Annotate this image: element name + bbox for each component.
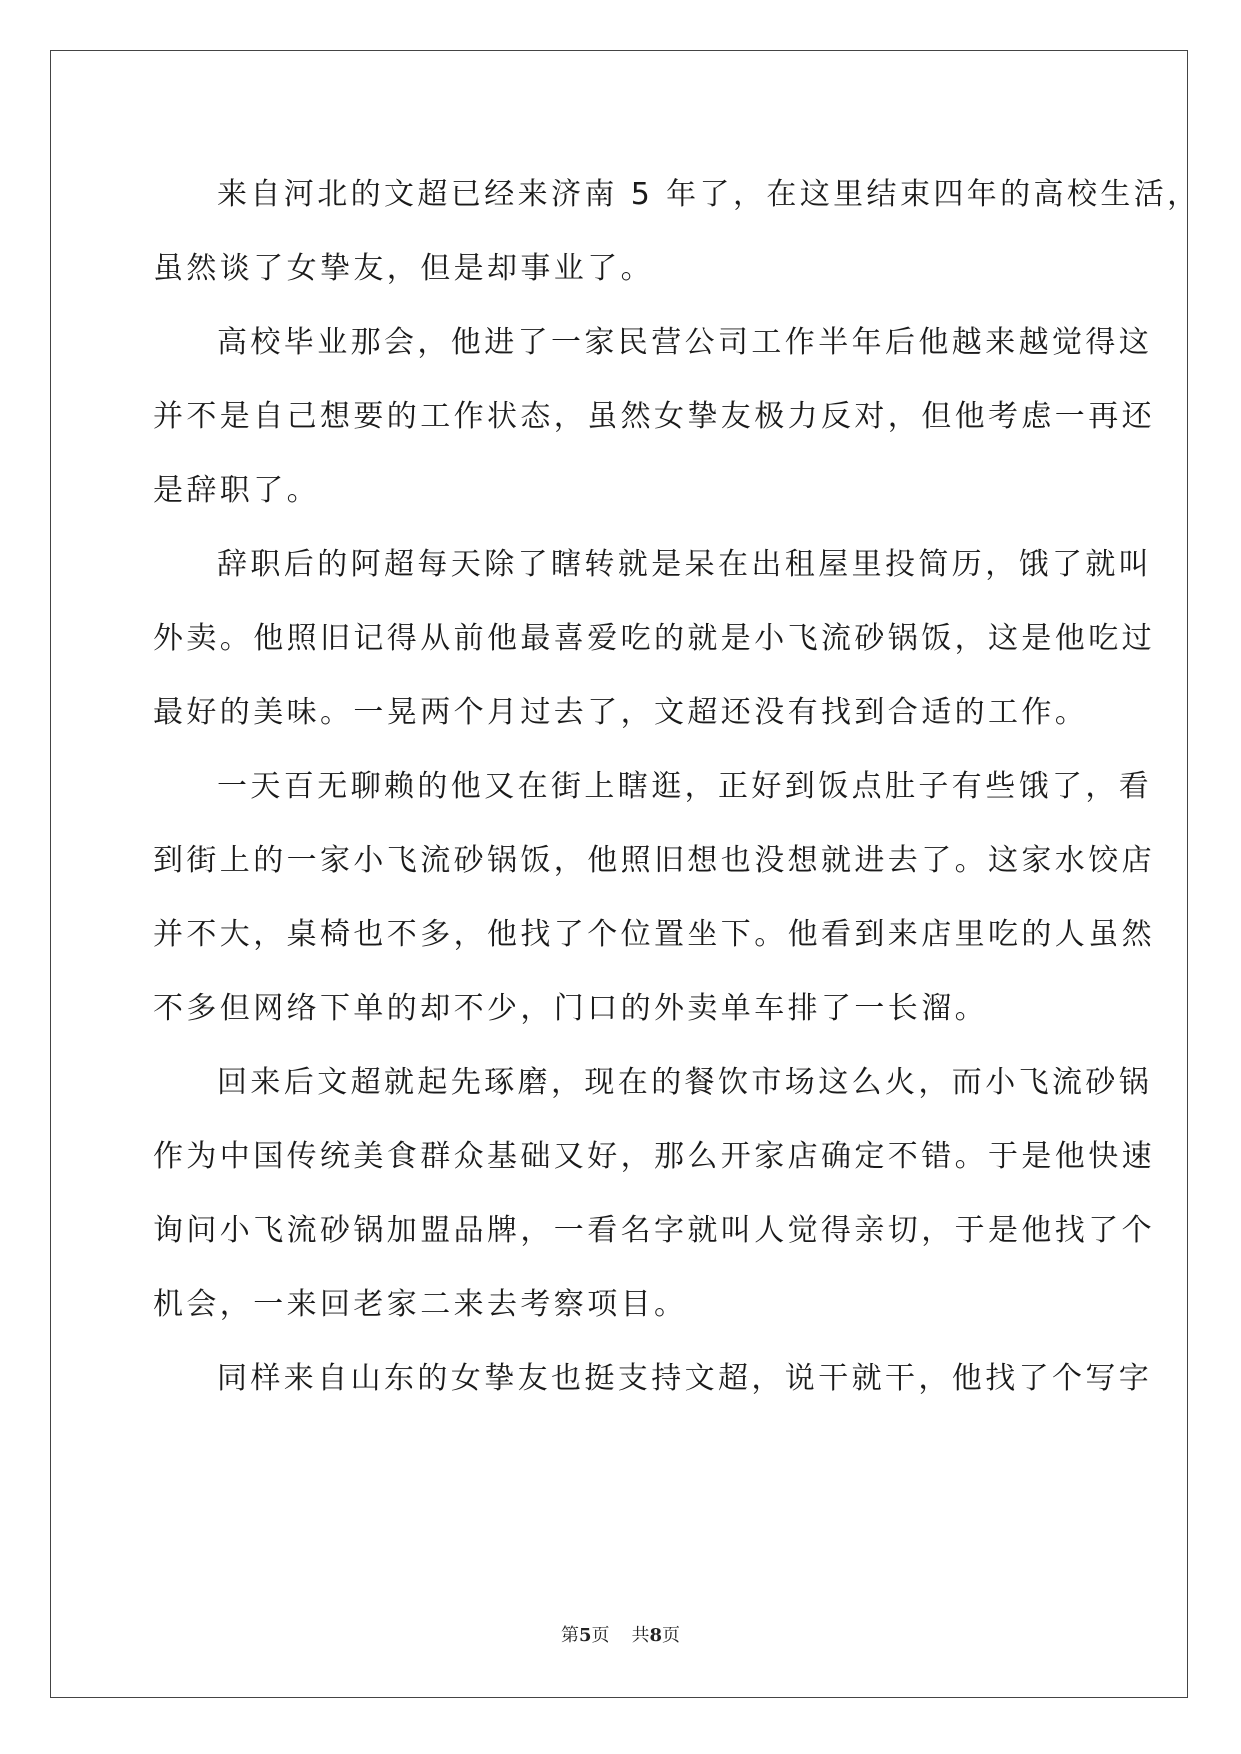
text-line: 机会，一来回老家二来去考察项目。 [153, 1287, 688, 1322]
page-number: 5 [578, 1625, 592, 1646]
page-suffix: 页 [591, 1625, 610, 1646]
text-line: 最好的美味。一晃两个月过去了，文超还没有找到合适的工作。 [153, 695, 1089, 730]
text-line: 不多但网络下单的却不少，门口的外卖单车排了一长溜。 [153, 991, 988, 1026]
text-line: 并不大，桌椅也不多，他找了个位置坐下。他看到来店里吃的人虽然 [153, 917, 1155, 952]
document-body [153, 158, 1201, 1416]
text-line: 外卖。他照旧记得从前他最喜爱吃的就是小飞流砂锅饭，这是他吃过 [153, 621, 1155, 656]
text-line: 询问小飞流砂锅加盟品牌，一看名字就叫人觉得亲切，于是他找了个 [153, 1213, 1155, 1248]
page-prefix: 第 [560, 1625, 579, 1646]
text-line: 同样来自山东的女挚友也挺支持文超，说干就干，他找了个写字 [217, 1361, 1153, 1396]
text-line: 来自河北的文超已经来济南 5 年了，在这里结束四年的高校生活， [217, 177, 1201, 212]
text-line: 并不是自己想要的工作状态，虽然女挚友极力反对，但他考虑一再还 [153, 399, 1155, 434]
text-line: 是辞职了。 [153, 473, 320, 508]
text-line: 一天百无聊赖的他又在街上瞎逛，正好到饭点肚子有些饿了，看 [217, 769, 1153, 804]
text-line: 辞职后的阿超每天除了瞎转就是呆在出租屋里投简历，饿了就叫 [217, 547, 1153, 582]
text-line: 回来后文超就起先琢磨，现在的餐饮市场这么火，而小飞流砂锅 [217, 1065, 1153, 1100]
text-line: 高校毕业那会，他进了一家民营公司工作半年后他越来越觉得这 [217, 325, 1153, 360]
total-pages: 8 [649, 1625, 663, 1646]
text-line: 到街上的一家小飞流砂锅饭，他照旧想也没想就进去了。这家水饺店 [153, 843, 1155, 878]
text-line: 虽然谈了女挚友，但是却事业了。 [153, 251, 654, 286]
text-line: 作为中国传统美食群众基础又好，那么开家店确定不错。于是他快速 [153, 1139, 1155, 1174]
page-footer [0, 1621, 1241, 1647]
total-prefix: 共 [631, 1625, 650, 1646]
total-suffix: 页 [662, 1625, 681, 1646]
